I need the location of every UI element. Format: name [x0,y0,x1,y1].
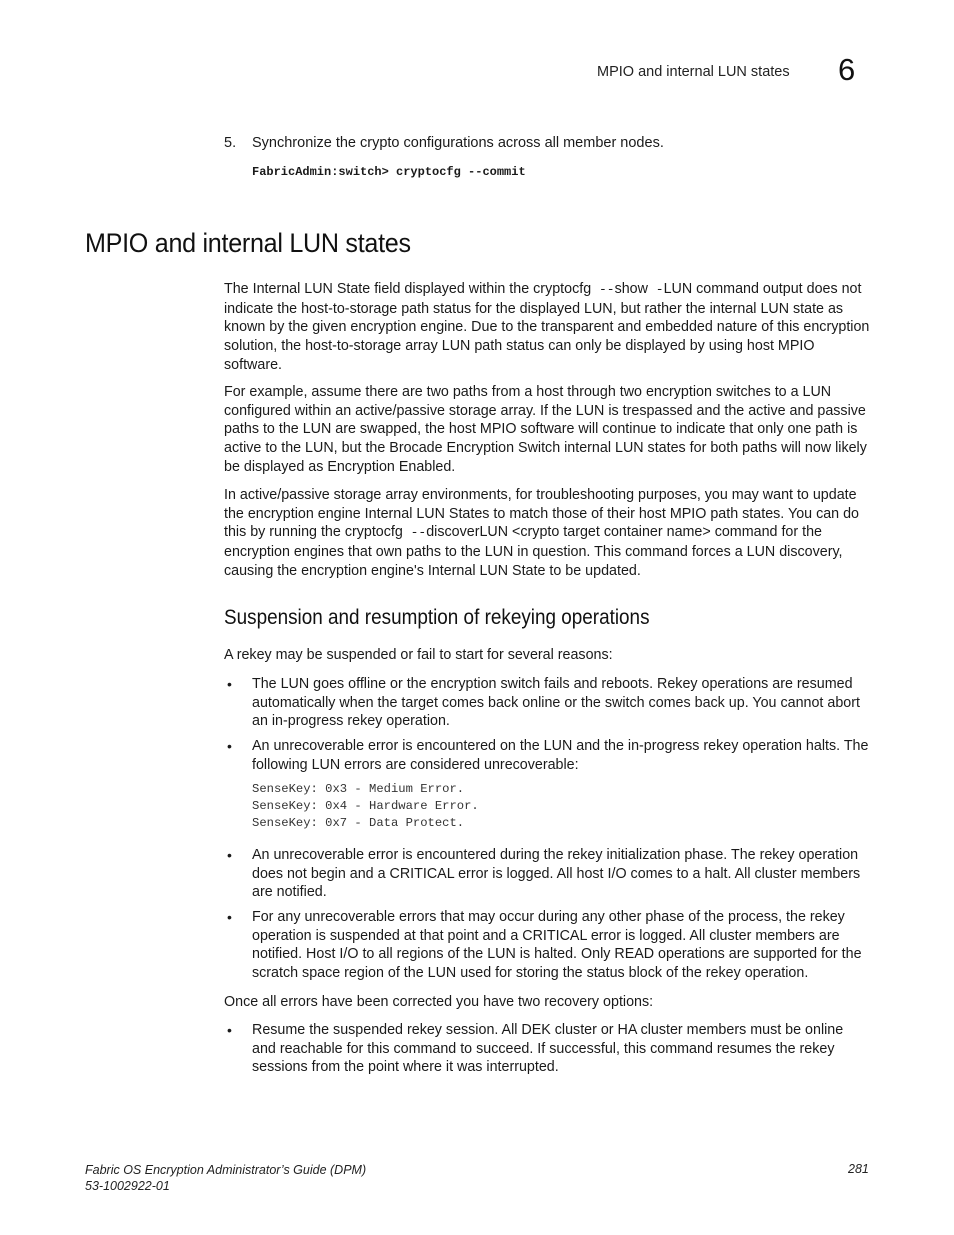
list-item [224,846,870,902]
bullet-glyph: • [227,738,232,754]
p3-text-pre: In active/passive storage array environments, for troubleshooting purposes, you may want to update the encryption engine Internal LUN States to match those of their host MPIO path states. You can do this by running the [224,487,860,541]
list-item [224,1021,870,1077]
code-block [252,781,479,831]
step-text: Synchronize the crypto configurations across all member nodes. [252,135,664,151]
bullet-glyph: • [227,1022,232,1038]
code-command: FabricAdmin:switch> cryptocfg --commit [252,165,526,179]
bullet-glyph: • [227,847,232,863]
list-item-text: Resume the suspended rekey session. All DEK cluster or HA cluster members must be online and reachable for this command to succeed. If successful, this command resumes the rekey sessions from the point where it was interrupted. [252,1022,844,1076]
p3-command-sep: -- [402,525,427,541]
p1-command-sep2: - [647,282,664,297]
paragraph-2 [224,383,870,477]
paragraph-1 [224,280,870,375]
p2-text: For example, assume there are two paths from a host through two encryption switches to a LUN configured within an active/passive storage array. If the LUN is trespassed and the active and passive paths to the LUN are swapped, the host MPIO software will continue to indicate that only one path is active to the LUN, but the Brocade Encryption Switch internal LUN states for both paths will now likely be displayed as Encryption Enabled. [224,384,867,475]
code-line: SenseKey: 0x7 - Data Protect. [252,815,465,830]
p1-command-option-lun: LUN [663,281,693,297]
p1-command-sep1: -- [591,282,615,297]
list-item-text: An unrecoverable error is encountered during the rekey initialization phase. The rekey operation does not begin and a CRITICAL error is logged. All host I/O comes to a halt. All cluster members are notified. [252,847,861,901]
list-item [224,675,870,731]
p3-command-option: discoverLUN <crypto target container name> [426,524,711,541]
p1-text-post: command output does not indicate the host-to-storage path status for the displayed LUN, but rather the internal LUN state as known by the given encryption engine. Due to the transparent and embedded nature of this encryption solution, the host-to-storage array LUN path status can only be displayed by using host MPIO software. [224,281,870,373]
p3-command-name: cryptocfg [344,524,403,541]
subsection-intro: A rekey may be suspended or fail to start for several reasons: [224,647,613,663]
list-item-text: The LUN goes offline or the encryption switch fails and reboots. Rekey operations are resumed automatically when the target comes back online or the switch comes back up. You cannot abort an in-progress rekey operation. [252,676,860,730]
footer-page-number: 281 [848,1162,869,1176]
code-line: SenseKey: 0x3 - Medium Error. [252,782,465,796]
bullet-glyph: • [227,909,232,925]
p1-command-option-show: show [614,281,648,297]
p1-command-name: cryptocfg [533,281,592,297]
chapter-number: 6 [838,52,856,87]
list-item [224,908,870,983]
step-number: 5. [224,135,237,151]
subsection-heading: Suspension and resumption of rekeying operations [224,606,650,629]
running-head: MPIO and internal LUN states [597,64,790,80]
paragraph-3 [224,486,870,581]
footer-doc-number: 53-1002922-01 [85,1179,170,1193]
list-item [224,737,870,774]
footer-doc-info [85,1162,366,1194]
list-item-text: An unrecoverable error is encountered on the LUN and the in-progress rekey operation halts. The following LUN errors are considered unrecoverable: [252,738,869,773]
section-heading: MPIO and internal LUN states [85,228,411,258]
recovery-intro: Once all errors have been corrected you have two recovery options: [224,994,654,1010]
code-line: SenseKey: 0x4 - Hardware Error. [252,798,479,813]
bullet-glyph: • [227,676,232,692]
p1-text-pre: The Internal LUN State field displayed within the [224,281,534,297]
footer-doc-title: Fabric OS Encryption Administrator’s Guide (DPM) [85,1163,367,1177]
step-item [224,135,664,151]
p3-text-post: command for the encryption engines that own paths to the LUN in question. This command forces a LUN discovery, causing the encryption engine's Internal LUN State to be updated. [224,524,843,579]
list-item-text: For any unrecoverable errors that may occur during any other phase of the process, the rekey operation is suspended at that point and a CRITICAL error is logged. All cluster members are notified. Host I/O to all regions of the LUN is halted. Only READ operations are supported for the scratch space region of the LUN used for storing the status block of the rekey operation. [252,909,862,982]
